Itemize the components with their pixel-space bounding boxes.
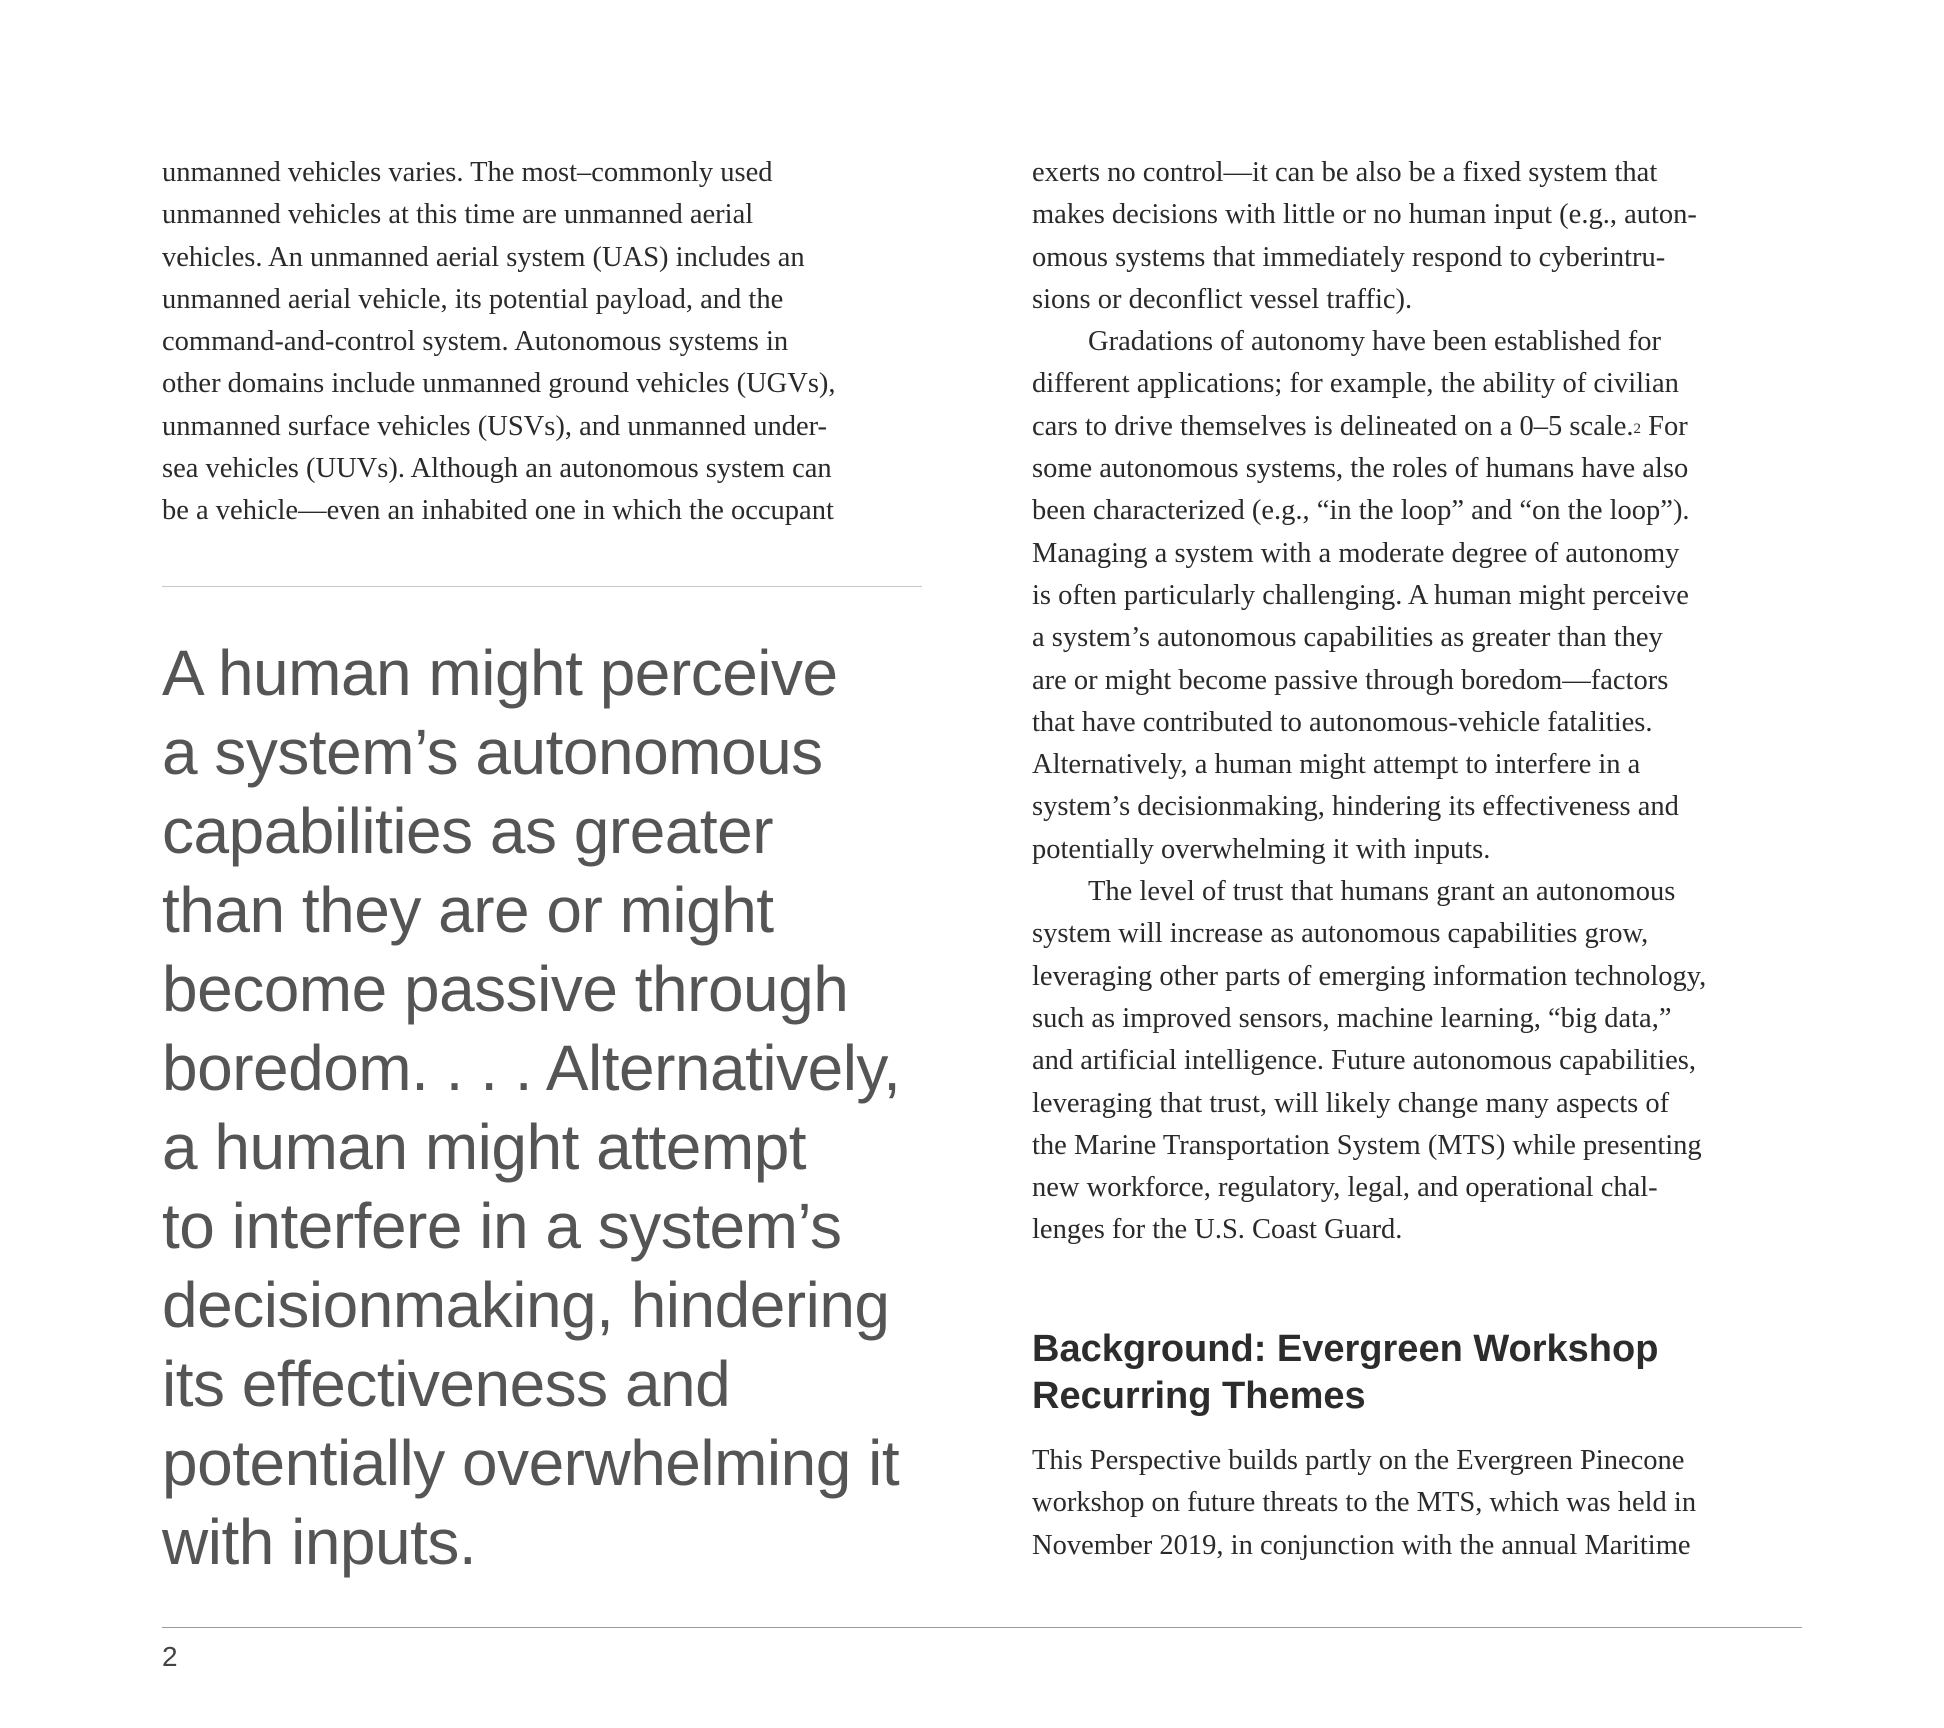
text-line: exerts no control—it can be also be a fixed system that [1032, 157, 1658, 188]
text-line: lenges for the U.S. Coast Guard. [1032, 1214, 1403, 1246]
text-line: Gradations of autonomy have been established for [1088, 326, 1661, 358]
pull-quote-line: become passive through [162, 953, 849, 1025]
text-line: makes decisions with little or no human input (e.g., auton- [1032, 199, 1697, 231]
pull-quote-line: with inputs. [162, 1506, 477, 1578]
text-line: workshop on future threats to the MTS, which was held in [1032, 1487, 1697, 1519]
pull-quote-line: A human might perceive [162, 637, 838, 709]
pull-quote-line: boredom. . . . Alternatively, [162, 1032, 901, 1104]
text-line: This Perspective builds partly on the Evergreen Pinecone [1032, 1445, 1685, 1476]
text-line: are or might become passive through boredom—factors [1032, 664, 1669, 696]
text-line: Managing a system with a moderate degree of autonomy [1032, 537, 1680, 569]
section-heading-line: Recurring Themes [1032, 1375, 1366, 1417]
text-line: new workforce, regulatory, legal, and operational chal- [1032, 1172, 1658, 1204]
page-number: 2 [162, 1641, 178, 1672]
section-heading-line: Background: Evergreen Workshop [1032, 1328, 1659, 1370]
text-line: that have contributed to autonomous-vehicle fatalities. [1032, 706, 1653, 738]
left-column-text [162, 152, 922, 533]
text-line-with-footnote [1032, 406, 1802, 448]
text-line: be a vehicle—even an inhabited one in which the occupant [162, 495, 834, 527]
pull-quote [162, 634, 942, 1582]
text-line: leveraging that trust, will likely change many aspects of [1032, 1087, 1670, 1119]
text-line: sions or deconflict vessel traffic). [1032, 283, 1413, 315]
footnote-mark[interactable]: 2 [1633, 420, 1641, 437]
pull-quote-line: potentially overwhelming it [162, 1427, 900, 1499]
right-column-text [1032, 152, 1802, 1252]
text-line: potentially overwhelming it with inputs. [1032, 833, 1491, 865]
section-paragraph [1032, 1440, 1802, 1567]
text-line: vehicles. An unmanned aerial system (UAS) includes an [162, 241, 805, 273]
text-line: system will increase as autonomous capabilities grow, [1032, 918, 1649, 950]
text-line: sea vehicles (UUVs). Although an autonomous system can [162, 453, 832, 485]
text-line: unmanned surface vehicles (USVs), and unmanned under- [162, 410, 828, 442]
pull-quote-line: its effectiveness and [162, 1348, 731, 1420]
text-line: unmanned vehicles at this time are unmanned aerial [162, 199, 754, 231]
pull-quote-line: capabilities as greater [162, 795, 774, 867]
pull-quote-line: than they are or might [162, 874, 774, 946]
right-paragraph-3 [1032, 871, 1802, 1252]
text-line: is often particularly challenging. A human might perceive [1032, 579, 1689, 611]
footer-divider [162, 1627, 1802, 1628]
text-line: The level of trust that humans grant an autonomous [1088, 876, 1676, 908]
left-paragraph [162, 152, 922, 533]
pull-quote-line: to interfere in a system’s [162, 1190, 842, 1262]
pull-quote-divider [162, 586, 922, 587]
section-body [1032, 1440, 1802, 1567]
pull-quote-line: decisionmaking, hindering [162, 1269, 890, 1341]
right-paragraph-2 [1032, 321, 1802, 871]
text-line: unmanned aerial vehicle, its potential payload, and the [162, 283, 784, 315]
pull-quote-line: a system’s autonomous [162, 716, 823, 788]
section-heading [1032, 1326, 1812, 1420]
text-line: and artificial intelligence. Future autonomous capabilities, [1032, 1045, 1697, 1077]
text-line: omous systems that immediately respond to cyberintru- [1032, 241, 1666, 273]
text-line: the Marine Transportation System (MTS) while presenting [1032, 1129, 1702, 1161]
pull-quote-line: a human might attempt [162, 1111, 807, 1183]
right-paragraph-1 [1032, 152, 1802, 321]
text-line: different applications; for example, the ability of civilian [1032, 368, 1679, 400]
text-segment: For [1640, 410, 1688, 442]
text-line: Alternatively, a human might attempt to interfere in a [1032, 749, 1641, 781]
text-line: been characterized (e.g., “in the loop” and “on the loop”). [1032, 495, 1690, 527]
text-line: system’s decisionmaking, hindering its effectiveness and [1032, 791, 1679, 823]
text-line: some autonomous systems, the roles of humans have also [1032, 453, 1689, 485]
text-line: such as improved sensors, machine learning, “big data,” [1032, 1002, 1672, 1034]
text-line: a system’s autonomous capabilities as greater than they [1032, 622, 1663, 654]
text-line: November 2019, in conjunction with the annual Maritime [1032, 1529, 1691, 1561]
text-line: command-and-control system. Autonomous systems in [162, 326, 789, 358]
text-line: other domains include unmanned ground vehicles (UGVs), [162, 368, 836, 400]
text-line: unmanned vehicles varies. The most–commonly used [162, 157, 773, 188]
text-line: leveraging other parts of emerging information technology, [1032, 960, 1707, 992]
text-segment: cars to drive themselves is delineated on a 0–5 scale. [1032, 410, 1634, 442]
